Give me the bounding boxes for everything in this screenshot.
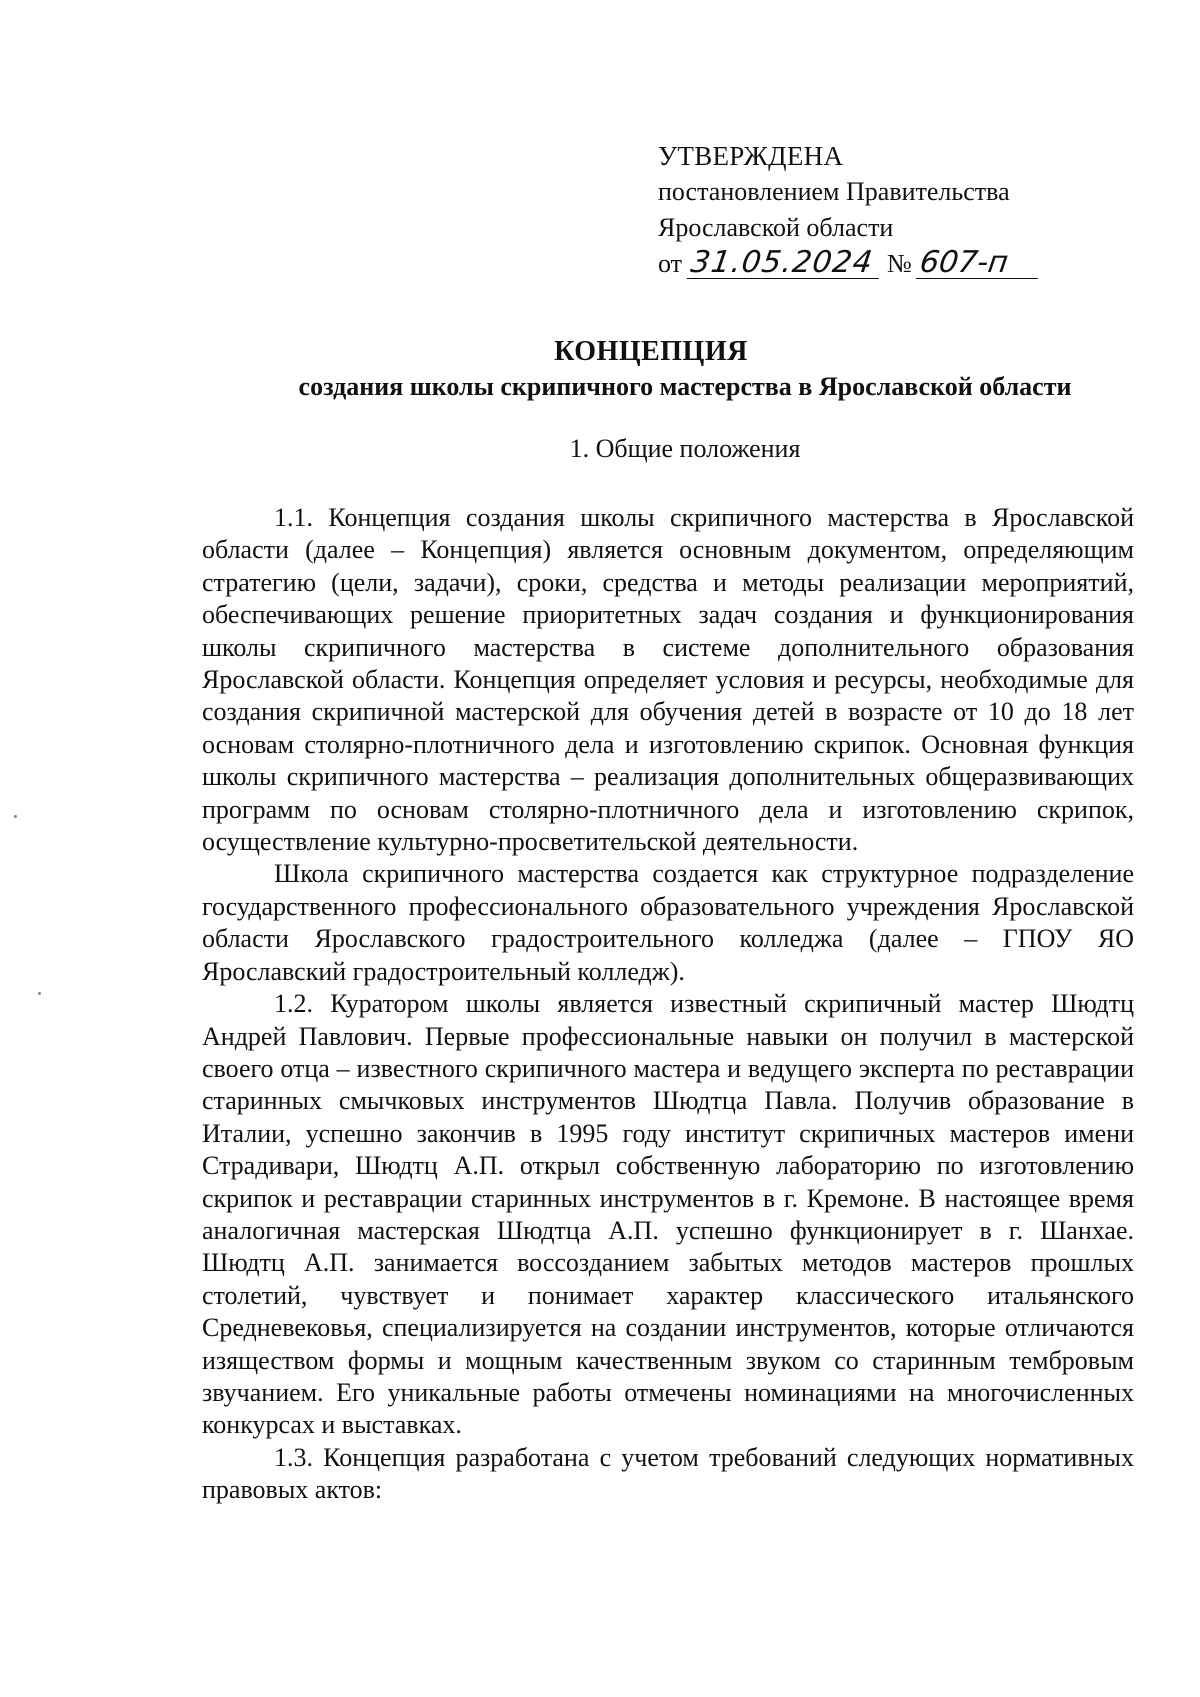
approval-number-handwritten: 607-п xyxy=(916,248,1042,279)
paragraph-1-2: 1.2. Куратором школы является известный скрипичный мастер Шюдтц Андрей Павлович. Первые профессиональные навыки он получил в мастерской своего отца – известного скрипичного мастера и ведущего эксперта по реставрации старинных смычковых инструментов Шюдтца Павла. Получив образование в Италии, успешно закончив в 1995 году институт скрипичных мастеров имени Страдивари, Шюдтц А.П. открыл собственную лабораторию по изготовлению скрипок и реставрации старинных инструментов в г. Кремоне. В настоящее время аналогичная мастерская Шюдтца А.П. успешно функционирует в г. Шанхае. Шюдтц А.П. занимается воссозданием забытых методов мастеров прошлых столетий, чувствует и понимает характер классического итальянского Средневековья, специализируется на создании инструментов, которые отличаются изяществом формы и мощным качественным звуком со старинным тембровым звучанием. Его уникальные работы отмечены номинациями на многочисленных конкурсах и выставках. xyxy=(202,989,1134,1440)
document-title: КОНЦЕПЦИЯ xyxy=(554,336,748,367)
approval-number-sign: № xyxy=(887,249,912,278)
approval-stamp xyxy=(658,138,1040,282)
document-subtitle: создания школы скрипичного мастерства в Ярославской области xyxy=(298,372,1072,401)
approval-title: УТВЕРЖДЕНА xyxy=(658,141,844,171)
approval-date-handwritten: 31.05.2024 xyxy=(686,248,882,279)
scan-speck xyxy=(38,992,41,995)
section-heading: 1. Общие положения xyxy=(569,434,801,463)
approval-line-2: Ярославской области xyxy=(658,213,894,242)
paragraph-1-3: 1.3. Концепция разработана с учетом требований следующих нормативных правовых актов: xyxy=(202,1442,1134,1505)
approval-date-line xyxy=(658,246,1040,282)
paragraph-school-structure: Школа скрипичного мастерства создается как структурное подразделение государственного профессионального образовательного учреждения Ярославской области Ярославского градостроительного колледжа (далее – ГПОУ ЯО Ярославский градостроительный колледж). xyxy=(202,859,1134,986)
approval-line-1: постановлением Правительства xyxy=(658,177,1010,206)
paragraph-1-1: 1.1. Концепция создания школы скрипичного мастерства в Ярославской области (далее – Концепция) является основным документом, определяющим стратегию (цели, задачи), сроки, средства и методы реализации мероприятий, обеспечивающих решение приоритетных задач создания и функционирования школы скрипичного мастерства в системе дополнительного образования Ярославской области. Концепция определяет условия и ресурсы, необходимые для создания скрипичной мастерской для обучения детей в возрасте от 10 до 18 лет основам столярно-плотничного дела и изготовлению скрипок. Основная функция школы скрипичного мастерства – реализация дополнительных общеразвивающих программ по основам столярно-плотничного дела и изготовлению скрипок, осуществление культурно-просветительской деятельности. xyxy=(202,503,1134,857)
approval-date-prefix: от xyxy=(658,249,683,278)
scan-speck xyxy=(14,815,17,818)
document-body xyxy=(202,502,1134,1507)
